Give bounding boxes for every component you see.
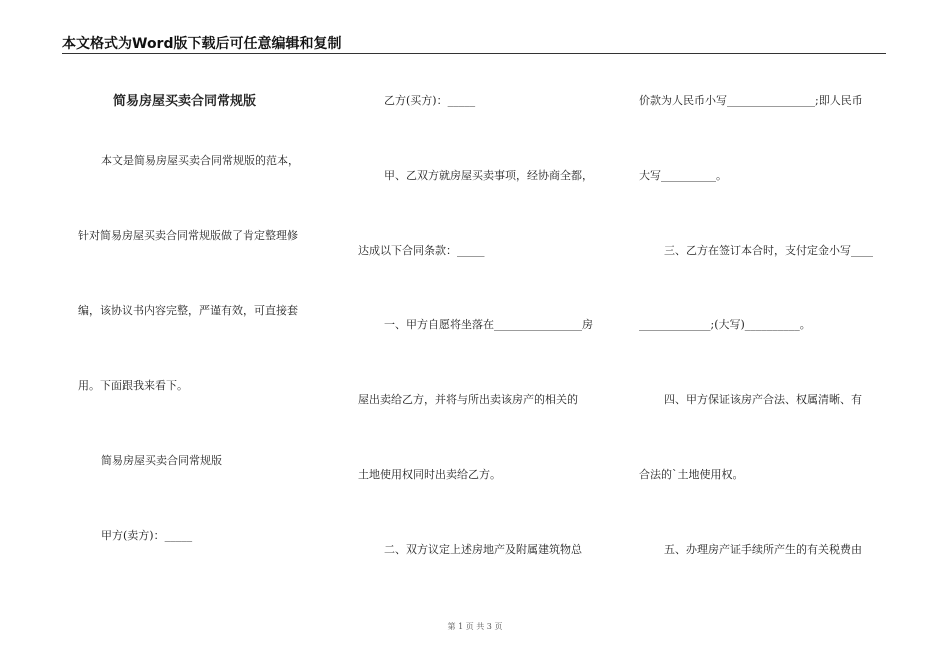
paragraph-line: 用。下面跟我来看下。: [78, 379, 188, 392]
paragraph-line: 二、双方议定上述房地产及附属建筑物总: [384, 543, 582, 556]
paragraph-line: 乙方(买方)：_____: [384, 94, 476, 107]
paragraph-line: 大写__________。: [639, 169, 727, 182]
paragraph-line: _____________;(大写)__________。: [639, 318, 811, 331]
paragraph-line: 屋出卖给乙方，并将与所出卖该房产的相关的: [358, 393, 578, 406]
paragraph-line: 价款为人民币小写________________;即人民币: [639, 94, 863, 107]
paragraph-line: 针对简易房屋买卖合同常规版做了肯定整理修: [78, 229, 298, 242]
paragraph-line: 土地使用权同时出卖给乙方。: [358, 468, 501, 481]
header-divider: [62, 53, 886, 54]
section-heading: 简易房屋买卖合同常规版: [101, 454, 222, 467]
page-number: 第 1 页 共 3 页: [447, 622, 503, 631]
paragraph-line: 合法的`土地使用权。: [639, 468, 744, 481]
paragraph-line: 四、甲方保证该房产合法、权属清晰、有: [664, 393, 862, 406]
document-header: 本文格式为Word版下载后可任意编辑和复制: [62, 36, 342, 52]
paragraph-line: 甲、乙双方就房屋买卖事项，经协商全都，: [384, 169, 593, 182]
paragraph-line: 五、办理房产证手续所产生的有关税费由: [664, 543, 862, 556]
paragraph-line: 本文是简易房屋买卖合同常规版的范本，: [101, 154, 299, 167]
paragraph-line: 甲方(卖方)：_____: [101, 529, 193, 542]
paragraph-line: 一、甲方自愿将坐落在________________房: [384, 318, 593, 331]
paragraph-line: 编，该协议书内容完整，严谨有效，可直接套: [78, 304, 298, 317]
paragraph-line: 达成以下合同条款：_____: [358, 244, 485, 257]
document-title: 简易房屋买卖合同常规版: [113, 94, 257, 109]
paragraph-line: 三、乙方在签订本合时，支付定金小写____: [664, 244, 873, 257]
